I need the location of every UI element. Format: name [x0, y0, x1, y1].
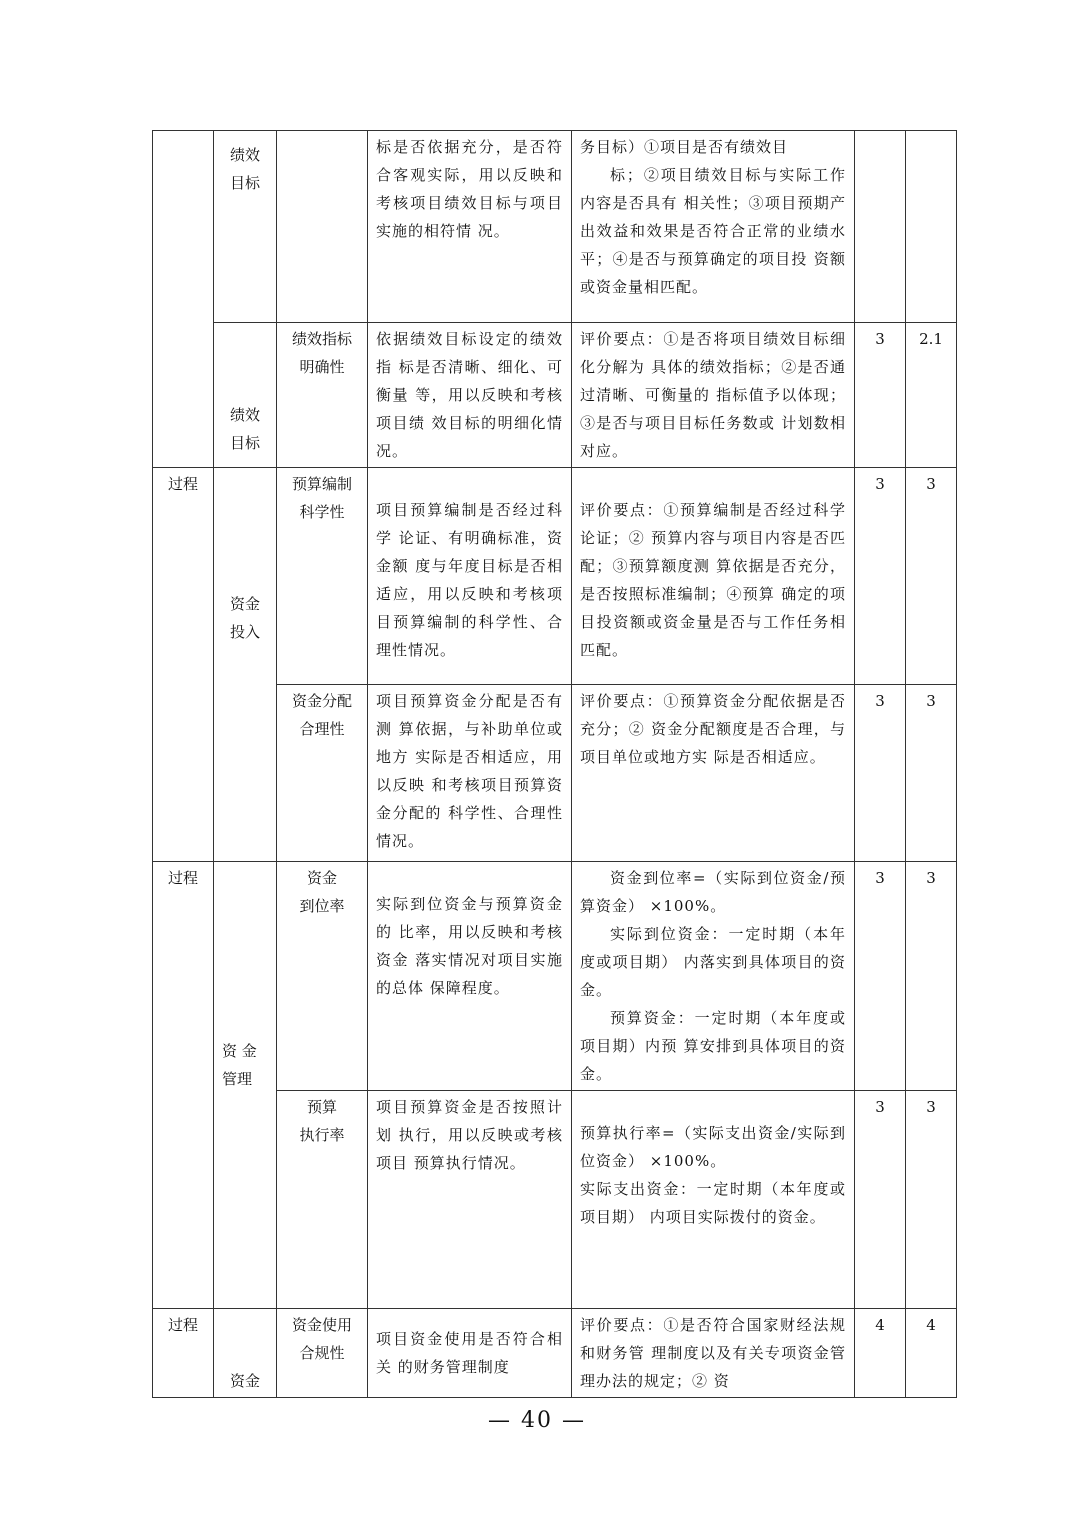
table-row [153, 1309, 957, 1398]
result-cell [906, 685, 957, 862]
level2-cell [214, 862, 277, 1309]
level3-label: 预算 执行率 [299, 1098, 345, 1144]
description-cell [368, 468, 572, 685]
level3-cell [277, 1309, 368, 1398]
score-cell [855, 468, 906, 685]
level3-cell [277, 862, 368, 1091]
evaluation-table [152, 130, 957, 1398]
score-cell [855, 131, 906, 323]
description-text: 项目预算资金是否按照计划 执行，用以反映或考核项目 预算执行情况。 [376, 1098, 563, 1172]
level2-label: 绩效 目标 [229, 146, 260, 192]
points-text: 评价要点：①预算资金分配依据是否充分；② 资金分配额度是否合理，与项目单位或地方实 际是否相适应。 [580, 692, 846, 766]
level3-cell [277, 468, 368, 685]
result-cell [906, 1091, 957, 1309]
points-text: 标；②项目绩效目标与实际工作内容是否具有 相关性；③项目预期产出效益和效果是否符合正常的业绩水平；④是否与预算确定的项目投 资额或资金量相匹配。 [580, 166, 846, 296]
score-cell [855, 1091, 906, 1309]
score-value: 4 [875, 1316, 885, 1334]
score-cell [855, 685, 906, 862]
points-text: 预算资金：一定时期（本年度或项目期）内预 算安排到具体项目的资金。 [580, 1009, 846, 1083]
points-cell [572, 685, 855, 862]
level3-cell [277, 1091, 368, 1309]
description-text: 项目预算资金分配是否有测 算依据，与补助单位或地方 实际是否相适应，用以反映 和考核项目预算资金分配的 科学性、合理性情况。 [376, 692, 563, 850]
description-cell [368, 685, 572, 862]
points-text: 务目标）①项目是否有绩效目 [580, 138, 789, 156]
table-row [153, 862, 957, 1091]
description-cell [368, 1309, 572, 1398]
description-cell [368, 323, 572, 468]
description-text: 项目资金使用是否符合相关 的财务管理制度 [376, 1330, 563, 1376]
result-value: 3 [926, 1098, 936, 1116]
description-text: 项目预算编制是否经过科学 论证、有明确标准，资金额 度与年度目标是否相适应，用以反映和考核项目预算编制的科学性、合理性情况。 [376, 501, 563, 659]
level1-cell [153, 468, 214, 862]
level3-cell [277, 685, 368, 862]
score-cell [855, 862, 906, 1091]
description-text: 实际到位资金与预算资金的 比率，用以反映和考核资金 落实情况对项目实施的总体 保障程度。 [376, 895, 563, 997]
points-cell [572, 862, 855, 1091]
level3-label: 绩效指标 明确性 [291, 330, 352, 376]
description-cell [368, 862, 572, 1091]
points-text: 评价要点：①是否符合国家财经法规和财务管 理制度以及有关专项资金管理办法的规定；② 资 [580, 1316, 846, 1390]
score-cell [855, 1309, 906, 1398]
points-text: 评价要点：①是否将项目绩效目标细化分解为 具体的绩效指标；②是否通过清晰、可衡量的 指标值予以体现；③是否与项目目标任务数或 计划数相对应。 [580, 330, 846, 460]
description-cell [368, 1091, 572, 1309]
level3-label: 资金分配 合理性 [291, 692, 352, 738]
table-row [153, 468, 957, 685]
result-value: 4 [926, 1316, 936, 1334]
level2-label: 绩效 目标 [229, 406, 260, 452]
description-cell [368, 131, 572, 323]
level2-label: 资 金 管理 [222, 1042, 257, 1088]
level3-label: 资金 到位率 [299, 869, 345, 915]
result-value: 3 [926, 869, 936, 887]
level2-cell [214, 1309, 277, 1398]
score-cell [855, 323, 906, 468]
level2-label: 资金 投入 [229, 595, 260, 641]
score-value: 3 [875, 475, 885, 493]
level2-cell [214, 468, 277, 862]
level1-label: 过程 [167, 1316, 198, 1334]
level1-label: 过程 [167, 869, 198, 887]
level2-cell [214, 323, 277, 468]
level3-label: 预算编制 科学性 [291, 475, 352, 521]
score-value: 3 [875, 869, 885, 887]
level1-label: 过程 [167, 475, 198, 493]
result-value: 3 [926, 692, 936, 710]
level1-cell [153, 1309, 214, 1398]
points-cell [572, 1309, 855, 1398]
result-cell [906, 468, 957, 685]
score-value: 3 [875, 692, 885, 710]
description-text: 依据绩效目标设定的绩效指 标是否清晰、细化、可衡量 等，用以反映和考核项目绩 效目标的明细化情况。 [376, 330, 563, 460]
table-row [153, 323, 957, 468]
points-cell [572, 1091, 855, 1309]
points-text: 实际支出资金：一定时期（本年度或项目期） 内项目实际拨付的资金。 [580, 1180, 846, 1226]
result-cell [906, 131, 957, 323]
points-cell [572, 468, 855, 685]
points-text: 评价要点：①预算编制是否经过科学论证；② 预算内容与项目内容是否匹配；③预算额度测 算依据是否充分，是否按照标准编制；④预算 确定的项目投资额或资金量是否与工作任务相匹配。 [580, 501, 846, 659]
points-cell [572, 323, 855, 468]
score-value: 3 [875, 1098, 885, 1116]
level2-label: 资金 [229, 1372, 260, 1390]
result-cell [906, 862, 957, 1091]
points-text: 预算执行率=（实际支出资金/实际到位资金） ×100%。 [580, 1124, 846, 1170]
result-value: 2.1 [919, 330, 943, 348]
result-value: 3 [926, 475, 936, 493]
level3-cell [277, 323, 368, 468]
page-number: — 40 — [488, 1408, 586, 1433]
points-text: 实际到位资金：一定时期（本年度或项目期） 内落实到具体项目的资金。 [580, 925, 846, 999]
description-text: 标是否依据充分，是否符合客观实际，用以反映和考核项目绩效目标与项目实施的相符情 况。 [376, 138, 563, 240]
points-text: 资金到位率=（实际到位资金/预算资金） ×100%。 [580, 869, 846, 915]
result-cell [906, 1309, 957, 1398]
result-cell [906, 323, 957, 468]
level2-cell [214, 131, 277, 323]
score-value: 3 [875, 330, 885, 348]
table-row [153, 131, 957, 323]
level3-cell [277, 131, 368, 323]
level3-label: 资金使用 合规性 [291, 1316, 352, 1362]
level1-cell [153, 131, 214, 468]
points-cell [572, 131, 855, 323]
level1-cell [153, 862, 214, 1309]
